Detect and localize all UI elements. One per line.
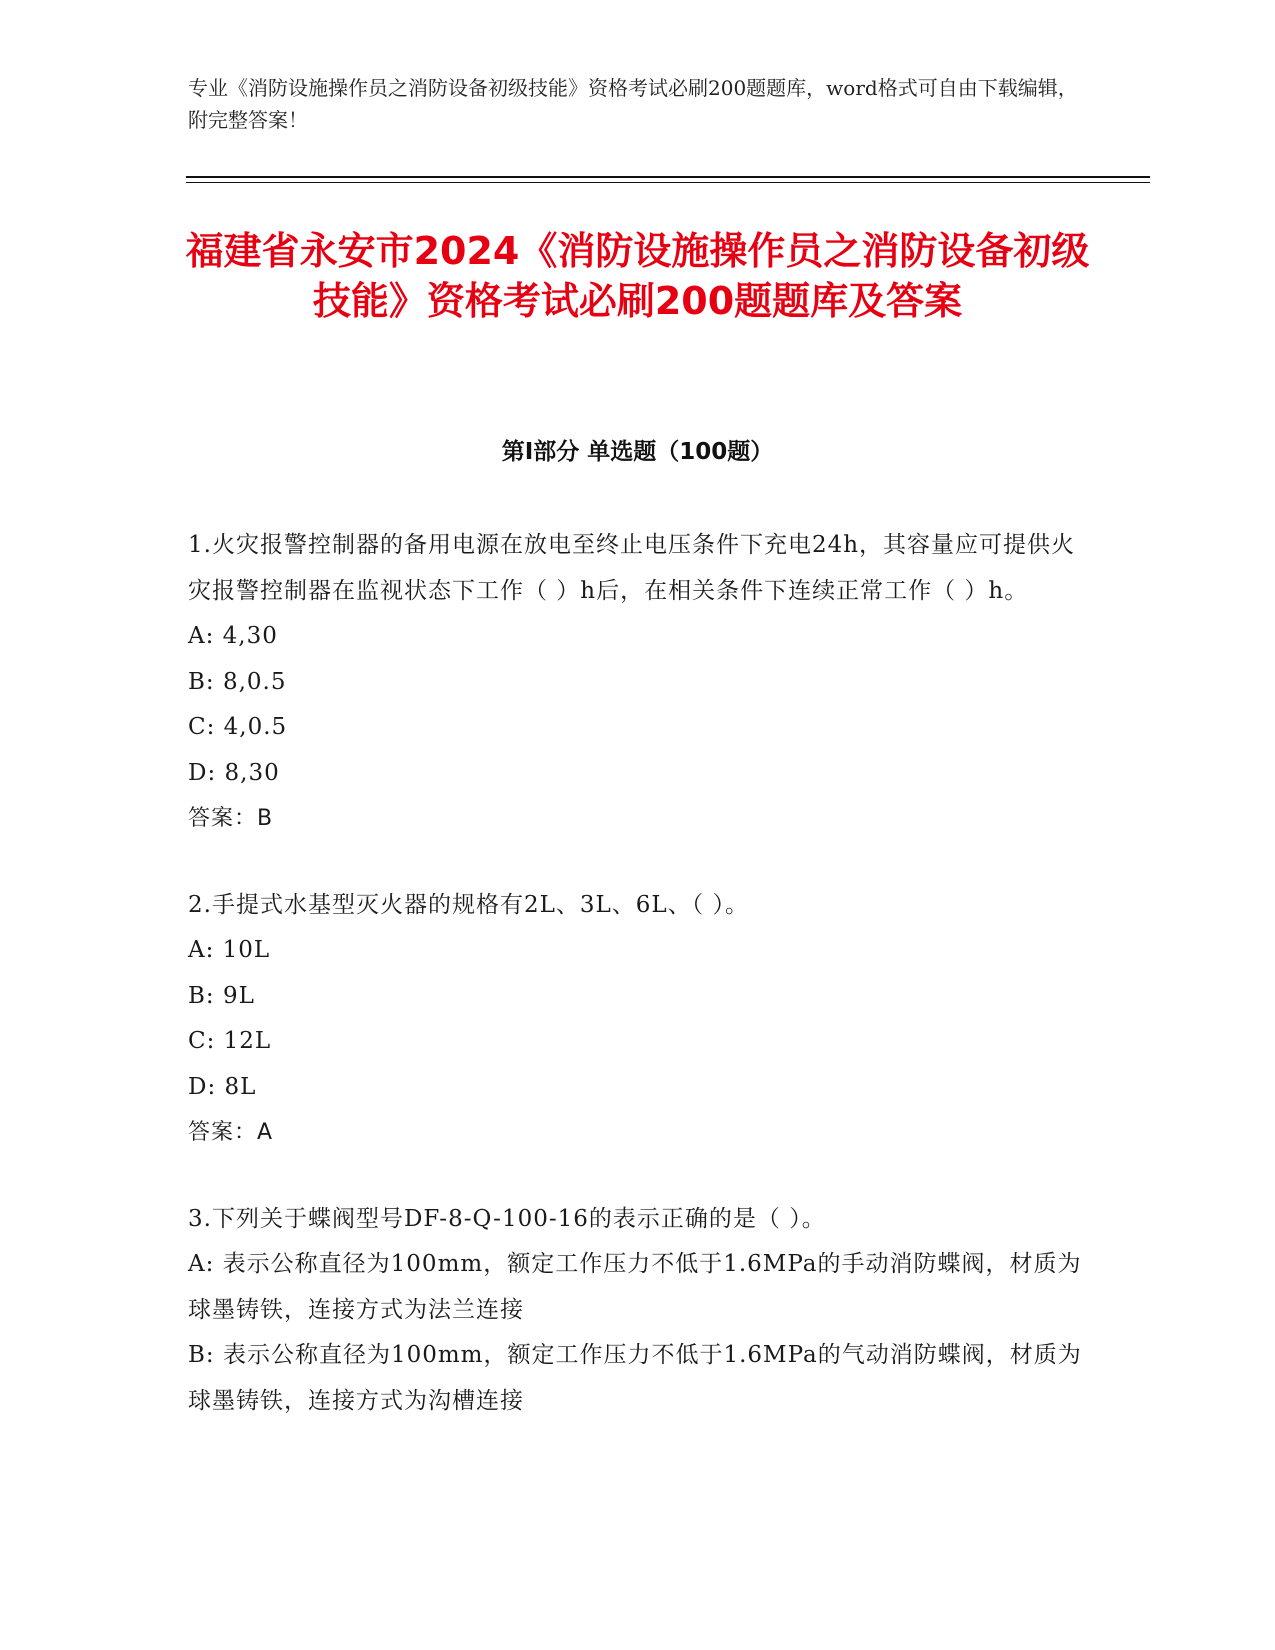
header-divider: [186, 176, 1150, 178]
option-a: A: 4,30: [188, 623, 278, 649]
section-heading: 第I部分 单选题（100题）: [501, 439, 774, 465]
option-a: A: 10L: [188, 937, 271, 963]
question-2: [188, 883, 1088, 1156]
header-divider-thin: [186, 182, 1150, 183]
option-b: B: 8,0.5: [188, 668, 287, 695]
question-list: [188, 523, 1088, 1465]
option-b: B: 9L: [188, 982, 255, 1009]
question-3: [188, 1197, 1088, 1425]
question-stem: 1.火灾报警控制器的备用电源在放电至终止电压条件下充电24h，其容量应可提供火灾报警控制器在监视状态下工作（ ）h后，在相关条件下连续正常工作（ ）h。: [188, 532, 1076, 604]
option-a: A: 表示公称直径为100mm，额定工作压力不低于1.6MPa的手动消防蝶阀，材质为球墨铸铁，连接方式为法兰连接: [188, 1251, 1082, 1323]
document-title: 福建省永安市2024《消防设施操作员之消防设备初级技能》资格考试必刷200题题库及答案: [185, 229, 1090, 323]
answer-line: 答案：B: [188, 806, 274, 831]
header-note: 专业《消防设施操作员之消防设备初级技能》资格考试必刷200题题库，word格式可自由下载编辑，附完整答案！: [188, 76, 1078, 132]
option-c: C: 12L: [188, 1028, 272, 1054]
option-d: D: 8L: [188, 1073, 257, 1100]
option-c: C: 4,0.5: [188, 714, 288, 740]
answer-line: 答案：A: [188, 1120, 274, 1145]
option-d: D: 8,30: [188, 759, 280, 786]
question-stem: 2.手提式水基型灭火器的规格有2L、3L、6L、（ ）。: [188, 891, 749, 918]
option-b: B: 表示公称直径为100mm，额定工作压力不低于1.6MPa的气动消防蝶阀，材质为球墨铸铁，连接方式为沟槽连接: [188, 1342, 1082, 1414]
question-stem: 3.下列关于蝶阀型号DF-8-Q-100-16的表示正确的是（ ）。: [188, 1205, 826, 1232]
question-1: [188, 523, 1088, 842]
